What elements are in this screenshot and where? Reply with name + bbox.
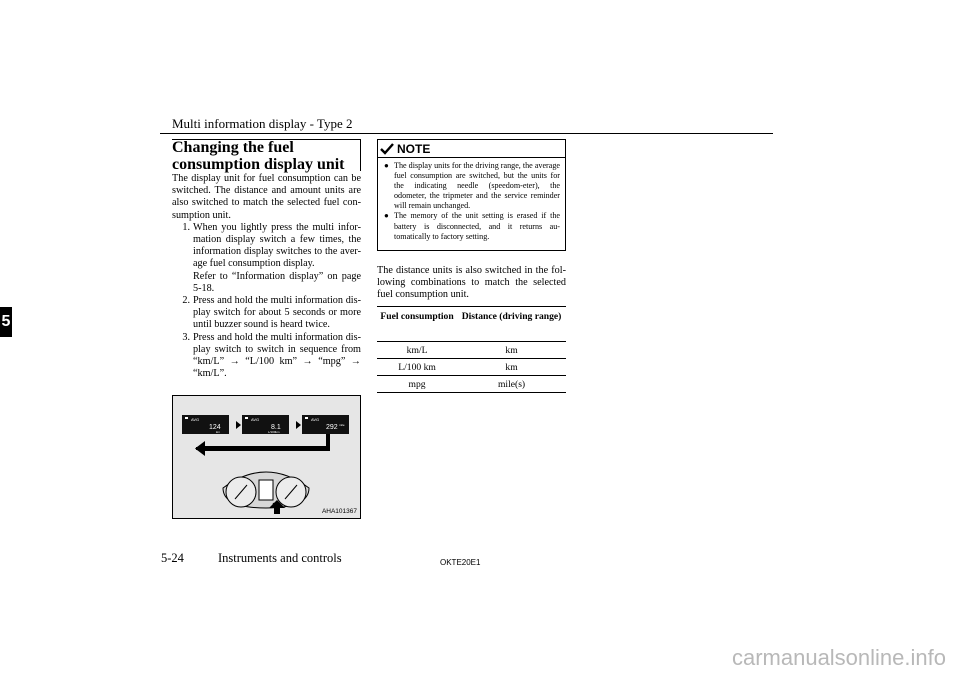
step-1 [172,222,361,295]
distance-paragraph: The distance units is also switched in the fol-lowing combinations to match the selected fuel consumption unit. [377,265,566,301]
arrow-right-icon [231,421,241,429]
note-list [384,161,560,242]
display-screen-3 [302,415,349,434]
step-number: 1. [182,221,190,233]
chapter-tab: 5 [0,307,12,337]
page-number: 5-24 [161,551,184,565]
note-label: NOTE [397,141,431,156]
svg-text:AVG: AVG [311,417,320,422]
table-row: km/L km [377,342,566,359]
arrow-right-icon [291,421,301,429]
column-header: Distance (driving range) [457,307,566,342]
section-title: Changing the fuel consumption display unit [172,139,345,173]
figure-illustration [173,396,360,518]
step-number: 3. [182,331,190,343]
watermark: carmanualsonline.info [731,645,946,670]
header-rule [160,133,773,134]
table-header-row [377,307,566,342]
svg-text:km: km [216,430,220,434]
table-row: mpg mile(s) [377,376,566,393]
return-arrow-icon [195,434,330,456]
column-header: Fuel consumption [377,307,457,342]
table-row: L/100 km km [377,359,566,376]
svg-text:L/100km: L/100km [268,430,280,434]
running-header: Multi information display - Type 2 [172,116,353,131]
step-text: Press and hold the multi information dis-play switch for about 5 seconds or more until buzzer sound is heard twice. [193,295,361,331]
svg-text:AVG: AVG [251,417,260,422]
svg-text:8.1: 8.1 [271,424,281,431]
display-screen-1 [182,415,229,434]
step-text: Press and hold the multi information dis-play switch to switch in sequence from “km/L” → “L/100 km” → “mpg” → “km/L”. [193,331,361,380]
svg-text:292: 292 [326,424,338,431]
note-item: ● The memory of the unit setting is erased if the battery is disconnected, and it returns au-tomatically to factory setting. [384,211,560,241]
note-header [378,140,566,158]
units-table [377,306,566,393]
note-box [377,139,566,251]
instrument-cluster [223,472,309,508]
note-item: ● The display units for the driving range, the average fuel consumption are switched, but the units for the indicating needle (speedom-eter), the odometer, the tripmeter and the service reminder will remain unchanged. [384,161,560,211]
figure-id: AHA101367 [321,508,357,515]
step-2 [172,295,361,332]
display-unit-figure [172,395,361,519]
svg-text:124: 124 [209,424,221,431]
bullet-icon: ● [384,211,389,221]
svg-text:mile: mile [339,423,345,427]
footer-section-title: Instruments and controls [218,551,342,565]
intro-paragraph: The display unit for fuel consumption can be switched. The distance and amount units are also switched to match the selected fuel con-sumption unit. [172,173,361,221]
step-text: When you lightly press the multi infor-mation display switch a few times, the information display switches to the aver-age fuel consumption display. [193,221,361,270]
bullet-icon: ● [384,161,389,170]
display-screen-2 [242,415,289,434]
checkmark-icon [380,143,394,155]
document-code: OKTE20E1 [440,558,481,567]
step-number: 2. [182,295,190,307]
svg-text:AVG: AVG [191,417,200,422]
step-3 [172,332,361,381]
step-reference: Refer to “Information display” on page 5-18. [193,270,361,294]
left-column [172,173,361,380]
